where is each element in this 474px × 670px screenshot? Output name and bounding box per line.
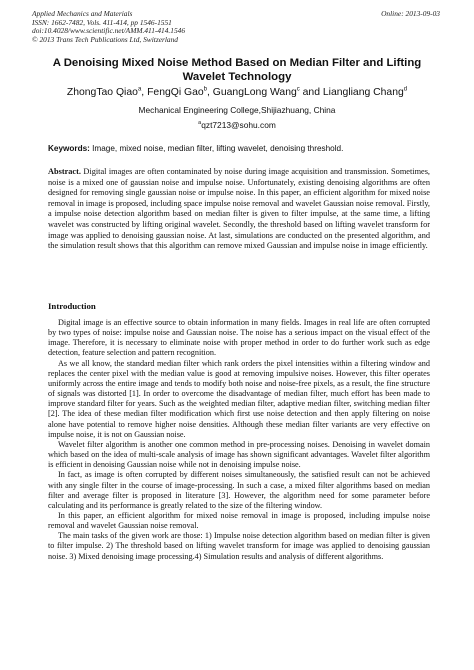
email-address: qzt7213@sohu.com — [201, 120, 276, 130]
affiliation: Mechanical Engineering College,Shijiazhuang, China — [138, 105, 336, 115]
journal-copyright: © 2013 Trans Tech Publications Ltd, Switzerland — [32, 34, 178, 44]
keywords-text: Image, mixed noise, median filter, lifting wavelet, denoising threshold. — [92, 144, 344, 153]
paragraph: Wavelet filter algorithm is another one common method in pre-processing noises. Denoising in wavelet domain which based on the idea of multi-scale analysis of image has shown significant advantages. Wavelet filter algorithm is efficient in denoising Gaussian noise while not in denoising impulse noise. — [48, 439, 430, 470]
author-separator: , — [141, 87, 148, 98]
author-separator: and — [299, 87, 323, 98]
paragraph: As we all know, the standard median filter which rank orders the pixel intensities within a filtering window and replaces the center pixel with the median value is good at removing impulsive noises. However, this filter operates uniformly across the entire image and tends to modify both noise and noise-free pixels, as a result, the fine structure of signals was distorted [1]. In order to overcome the disadvantage of median filter, much effort has been made to improve standard filter for years. Such as the weighted median filter, adaptive median filter, switching median filter [2]. The idea of these median filter modification which first use noise detection and then apply filtering on noise alone have potential to remove higher noise densities. Although these median filter variants are very effective on impulse noise, it is not on Gaussian noise. — [48, 358, 430, 439]
keywords — [48, 143, 438, 154]
paragraph: Digital image is an effective source to obtain information in many fields. Images in real life are often corrupted by two types of noise: impulse noise and Gaussian noise. The noise has a serious impact on the visual effect of the image. Therefore, it is necessary to eliminate noise with proper method in order to do further work such as edge detection, feature selection and pattern recognition. — [48, 318, 430, 358]
author-mark: c — [296, 86, 300, 93]
paper-title: A Denoising Mixed Noise Method Based on Median Filter and Lifting Wavelet Technology — [52, 57, 422, 83]
abstract-text: Digital images are often contaminated by noise during image acquisition and transmission. Sometimes, noise is a mixed one of gaussian noise and impulse noise. Unfortunately, existing denoising algorithms are often designed for removing single gaussian noise or impulse noise. In this paper, an efficient algorithm for mixed noise removal in image is proposed, including space impulse noise removal and wavelet Gaussian noise removal. Firstly, a impulse noise detection algorithm based on median filter is given to filter impulse, at the same time, a lifting wavelet was constructed by lifting original wavelet. Secondly, the threshold based on lifting wavelet transform for image was applied to denoising gaussian noise. At last, simulations are conducted on the presented algorithm, and the simulation result shows that this algorithm can remove mixed Gaussian and impulse noise in image efficiently. — [48, 167, 431, 251]
author-mark: d — [403, 86, 408, 93]
author-name: GuangLong Wang — [212, 87, 297, 98]
journal-name: Applied Mechanics and Materials — [32, 9, 133, 18]
author-name: ZhongTao Qiao — [66, 87, 138, 98]
journal-header — [32, 10, 332, 44]
author-list — [20, 86, 454, 99]
introduction-body — [48, 318, 430, 562]
journal-doi: doi:10.4028/www.scientific.net/AMM.411-414.1546 — [32, 26, 186, 36]
author-name: FengQi Gao — [147, 87, 204, 98]
paragraph: In this paper, an efficient algorithm for mixed noise removal in image is proposed, including impulse noise removal and wavelet Gaussian noise removal. — [48, 510, 430, 531]
abstract — [48, 167, 430, 252]
section-heading-introduction: Introduction — [48, 301, 96, 311]
online-date: Online: 2013-09-03 — [381, 9, 440, 18]
paragraph: In fact, as image is often corrupted by different noises simultaneously, the satisfied result can not be achieved with any single filter in the course of image-processing. In such a case, a mixed filter algorithms based on median filter and average filter is proposed in literature [3]. However, the algorithm need for some parameter before calculating and its performance is greatly related to the size of the filtering window. — [48, 470, 430, 510]
author-separator: , — [207, 87, 213, 98]
author-email — [20, 120, 454, 131]
email-mark: a — [198, 120, 202, 127]
paragraph: The main tasks of the given work are those: 1) Impulse noise detection algorithm based on median filter is given to filter impulse. 2) The threshold based on lifting wavelet transform for image was applied to denoising gaussian noise. 3) Mixed denoising image processing.4) Simulation results and analysis of different algorithms. — [48, 531, 430, 561]
author-name: Liangliang Chang — [322, 87, 404, 98]
journal-issn: ISSN: 1662-7482, Vols. 411-414, pp 1546-1551 — [32, 17, 172, 27]
author-mark: a — [137, 86, 142, 93]
abstract-label: Abstract. — [48, 167, 81, 176]
keywords-label: Keywords: — [48, 144, 90, 153]
author-mark: b — [203, 86, 208, 93]
